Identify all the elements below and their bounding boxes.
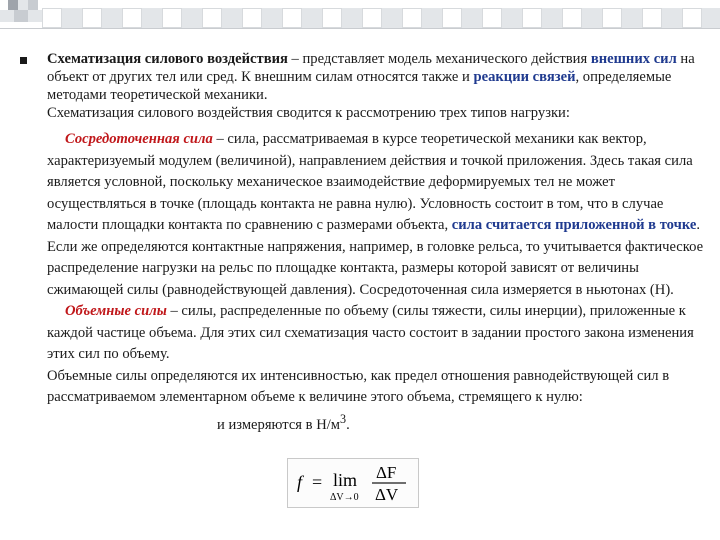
term-force-applied-at-point: сила считается приложенной в точке bbox=[451, 217, 697, 233]
header-rule bbox=[0, 28, 720, 29]
formula-lim-subscript: ΔV→0 bbox=[330, 492, 359, 503]
text-span: . Если же определяются контактные напряжения, например, в головке рельса, то учитывается фактическое распределение нагрузки на рельс по площадке контакта, размеры которой зависят от величины сжимающей силы (равнодействующей давления). Сосредоточенная сила измеряется в ньютонах (Н). bbox=[47, 217, 704, 298]
text-span: Объемные силы определяются их интенсивностью, как предел отношения равнодействующей сил в рассматриваемом элементарном объеме к величине этого объема, стремящего к нулю: bbox=[47, 367, 670, 405]
intro-paragraph bbox=[47, 50, 712, 122]
superscript-three: 3 bbox=[340, 411, 347, 426]
formula-lhs: f bbox=[297, 472, 303, 492]
text-span: – силы, распределенные по объему (силы тяжести, силы инерции), приложенные к каждой частице объема. Для этих сил схематизация часто состоит в задании простого закона изменения этих сил по объему. bbox=[47, 303, 694, 362]
decorative-header-pattern bbox=[0, 0, 720, 40]
term-external-forces: внешних сил bbox=[590, 51, 677, 67]
text-span: , определяемые методами теоретической механики. bbox=[47, 69, 672, 103]
term-support-reactions: реакции связей bbox=[473, 69, 576, 85]
formula-graphic bbox=[288, 459, 418, 507]
volume-forces-paragraph bbox=[47, 301, 712, 366]
definition-paragraph bbox=[47, 50, 712, 104]
text-span: – представляет модель механического действия bbox=[287, 51, 591, 67]
text-span: и измеряются в Н/м bbox=[217, 416, 341, 433]
bullet-square-icon bbox=[20, 57, 27, 64]
formula-equals: = bbox=[312, 472, 323, 492]
text-span: на объект от других тел или сред. К внешним силам относятся также и bbox=[47, 51, 695, 85]
intensity-paragraph bbox=[47, 366, 712, 436]
text-span: . bbox=[346, 416, 350, 433]
text-span: – сила, рассматриваемая в курсе теоретической механики как вектор, характеризуемый модулем (величиной), направлением действия и точкой приложения. Здесь такая сила является условной, поскольку механическое взаимодействие деформируемых тел не может осуществляться в точке (площадь контакта не равна нулю). Условность состоит в том, что в случае малости площадки контакта по сравнению с размерами объекта, bbox=[47, 131, 693, 233]
formula-lim: lim bbox=[333, 470, 358, 490]
term-volume-forces: Объемные силы bbox=[65, 303, 167, 319]
formula-denominator: ΔV bbox=[375, 485, 399, 504]
term-force-schematization: Схематизация силового воздействия bbox=[47, 51, 288, 67]
intensity-formula bbox=[287, 458, 419, 508]
body-text bbox=[47, 129, 712, 436]
term-concentrated-force: Сосредоточенная сила bbox=[65, 131, 213, 147]
formula-numerator: ΔF bbox=[376, 463, 397, 482]
load-types-intro: Схематизация силового воздействия сводится к рассмотрению трех типов нагрузки: bbox=[47, 105, 570, 121]
concentrated-force-paragraph bbox=[47, 129, 712, 301]
